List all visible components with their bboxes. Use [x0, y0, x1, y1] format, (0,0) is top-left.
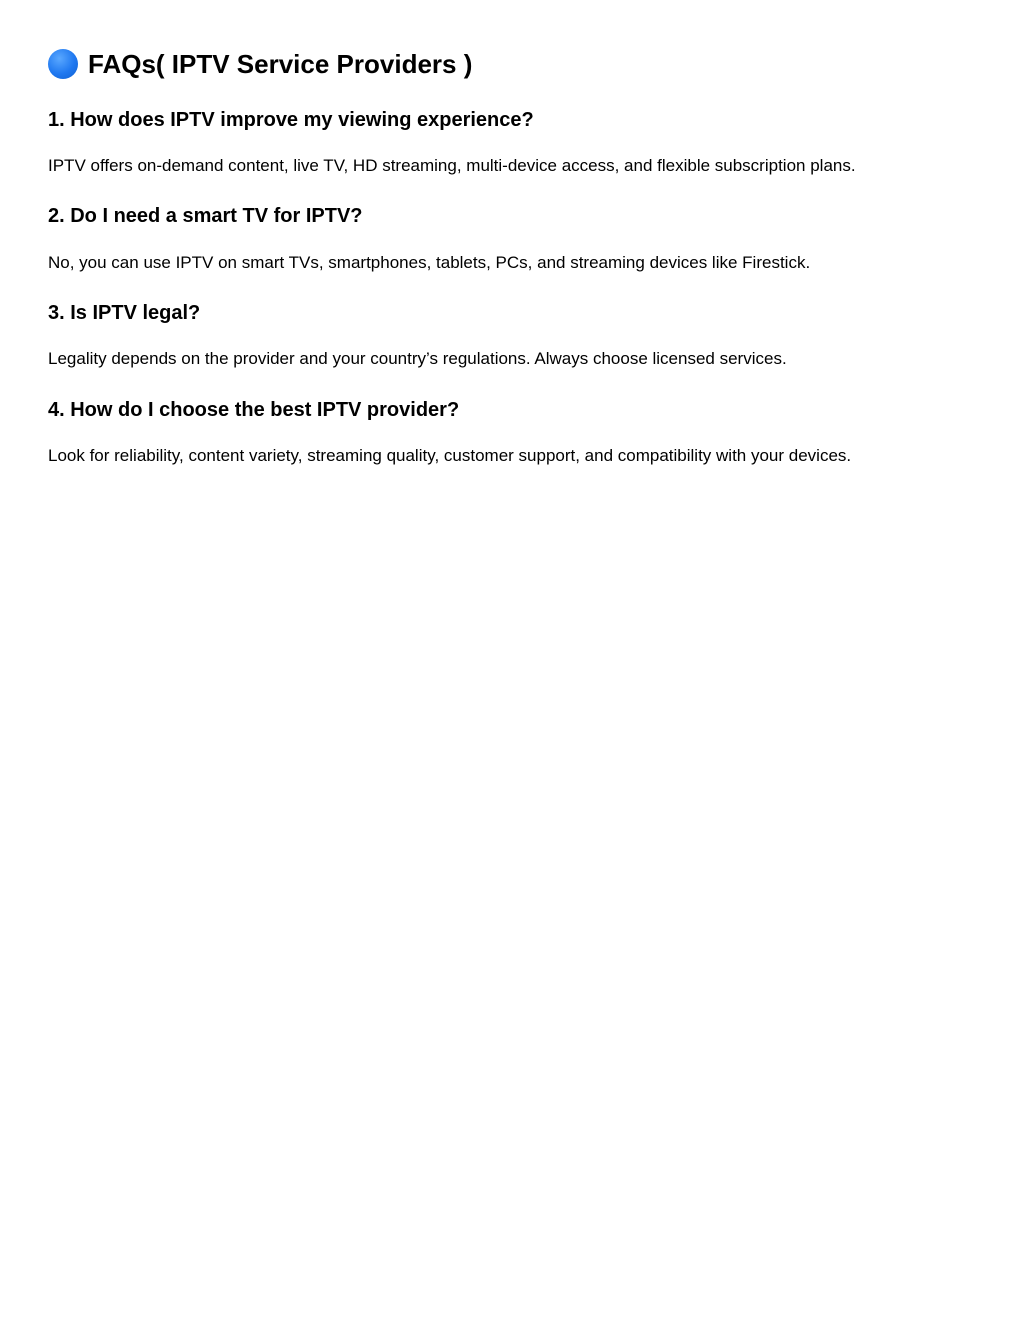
faq-answer-1: IPTV offers on-demand content, live TV, HD streaming, multi-device access, and flexible subscription plans. [48, 156, 856, 175]
faq-question-4: 4. How do I choose the best IPTV provider? [48, 399, 460, 421]
faq-question-1: 1. How does IPTV improve my viewing experience? [48, 109, 534, 131]
page-title: FAQs( IPTV Service Providers ) [88, 49, 473, 79]
faq-question-3: 3. Is IPTV legal? [48, 302, 201, 324]
faq-answer-4: Look for reliability, content variety, streaming quality, customer support, and compatibility with your devices. [48, 446, 852, 465]
faq-answer-3: Legality depends on the provider and your country’s regulations. Always choose licensed services. [48, 349, 787, 368]
faq-answer-2: No, you can use IPTV on smart TVs, smartphones, tablets, PCs, and streaming devices like Firestick. [48, 253, 811, 272]
page-header [48, 44, 472, 84]
blue-circle-icon [48, 49, 78, 79]
faq-question-2: 2. Do I need a smart TV for IPTV? [48, 205, 363, 227]
